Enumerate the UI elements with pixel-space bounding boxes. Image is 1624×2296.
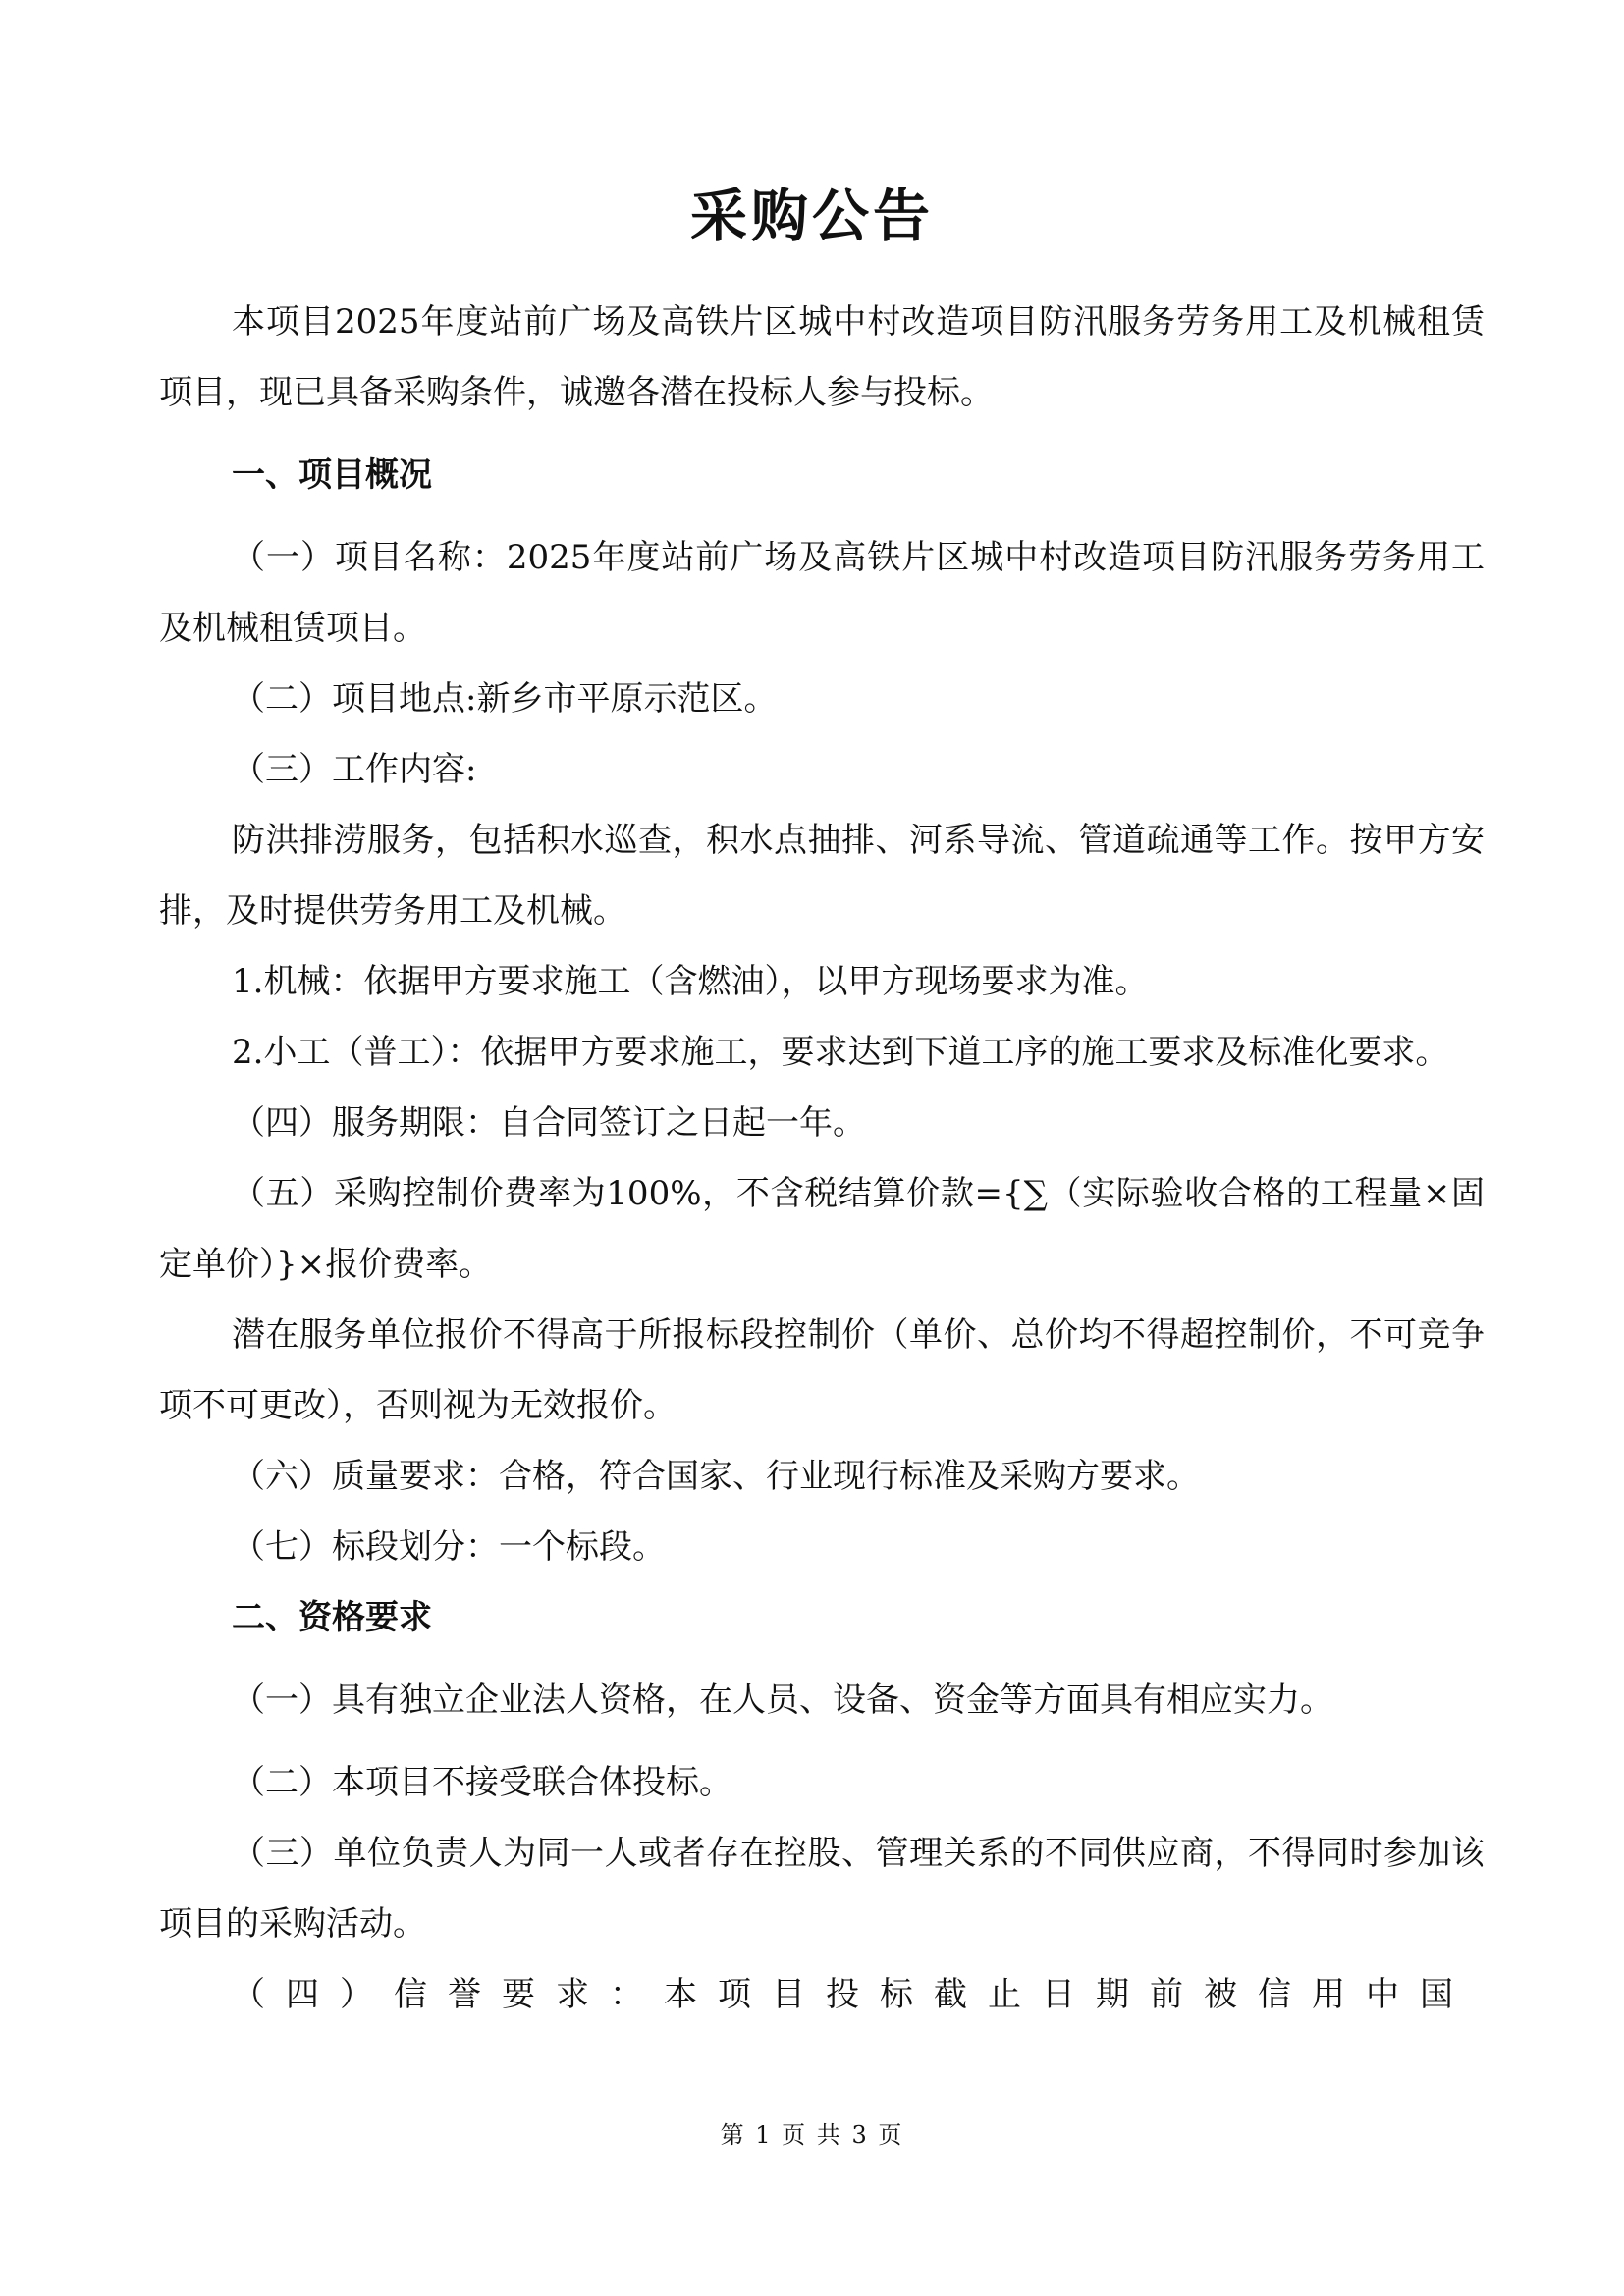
control-price-item: （五）采购控制价费率为100%，不含税结算价款={∑（实际验收合格的工程量×固定单价）}×报价费率。 bbox=[159, 1174, 1485, 1284]
project-location-item: （二）项目地点:新乡市平原示范区。 bbox=[232, 679, 778, 719]
machinery-requirement: 1.机械：依据甲方要求施工（含燃油），以甲方现场要求为准。 bbox=[232, 962, 1149, 1001]
quality-requirement-item: （六）质量要求：合格，符合国家、行业现行标准及采购方要求。 bbox=[232, 1457, 1200, 1496]
same-responsible-person-item: （三）单位负责人为同一人或者存在控股、管理关系的不同供应商，不得同时参加该项目的采购活动。 bbox=[159, 1834, 1485, 1944]
work-content-item: （三）工作内容: bbox=[232, 750, 477, 789]
intro-paragraph: 本项目2025年度站前广场及高铁片区城中村改造项目防汛服务劳务用工及机械租赁项目，现已具备采购条件，诚邀各潜在投标人参与投标。 bbox=[159, 302, 1485, 412]
service-period-item: （四）服务期限：自合同签订之日起一年。 bbox=[232, 1103, 866, 1143]
project-name-item: （一）项目名称：2025年度站前广场及高铁片区城中村改造项目防汛服务劳务用工及机械租赁项目。 bbox=[159, 538, 1485, 648]
quotation-note: 潜在服务单位报价不得高于所报标段控制价（单价、总价均不得超控制价，不可竞争项不可更改），否则视为无效报价。 bbox=[159, 1315, 1485, 1425]
legal-entity-item: （一）具有独立企业法人资格，在人员、设备、资金等方面具有相应实力。 bbox=[232, 1681, 1333, 1720]
page-footer: 第 1 页 共 3 页 bbox=[720, 2121, 904, 2149]
lot-division-item: （七）标段划分：一个标段。 bbox=[232, 1527, 666, 1567]
laborer-requirement: 2.小工（普工）：依据甲方要求施工，要求达到下道工序的施工要求及标准化要求。 bbox=[232, 1033, 1449, 1072]
credit-requirement-item: （四）信誉要求：本项目投标截止日期前被信用中国 bbox=[232, 1975, 1474, 2014]
no-consortium-item: （二）本项目不接受联合体投标。 bbox=[232, 1763, 732, 1802]
section-heading-qualification: 二、资格要求 bbox=[232, 1598, 432, 1637]
work-content-description: 防洪排涝服务，包括积水巡查，积水点抽排、河系导流、管道疏通等工作。按甲方安排，及时提供劳务用工及机械。 bbox=[159, 821, 1485, 931]
document-body bbox=[159, 287, 1485, 2030]
document-title: 采购公告 bbox=[689, 183, 934, 249]
section-heading-project-overview: 一、项目概况 bbox=[232, 455, 432, 495]
